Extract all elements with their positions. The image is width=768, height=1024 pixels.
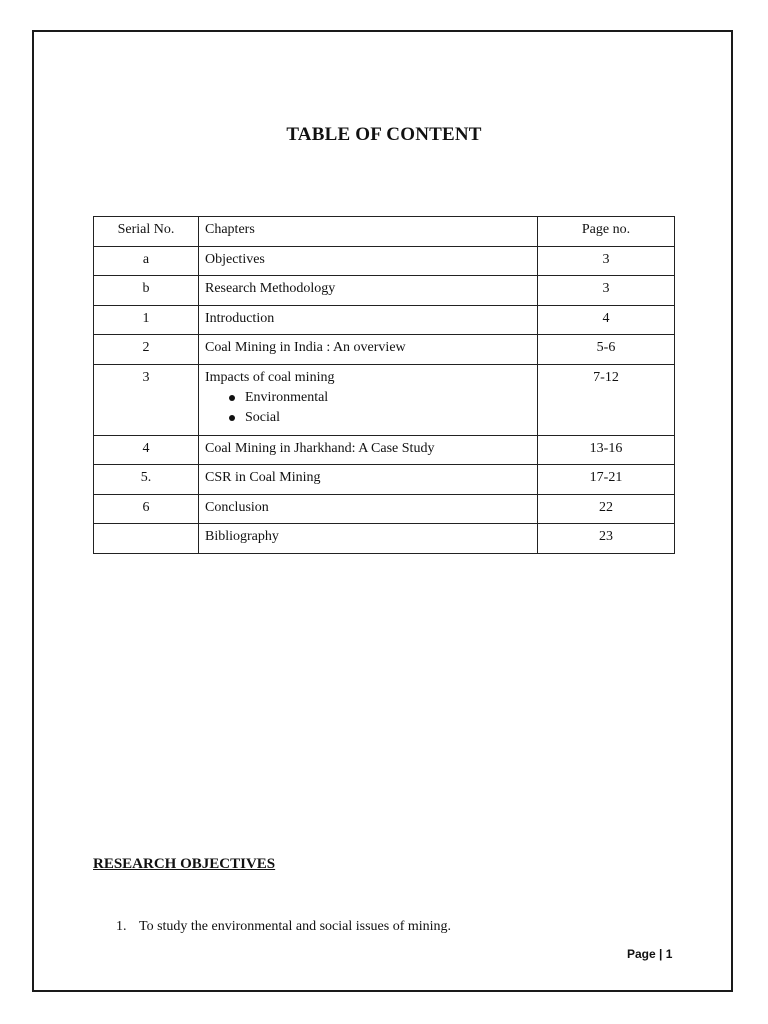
table-row — [94, 494, 675, 524]
table-header-row — [94, 217, 675, 247]
serial-cell: 4 — [94, 435, 199, 465]
chapter-cell: Coal Mining in Jharkhand: A Case Study — [199, 435, 538, 465]
chapter-cell: Introduction — [199, 305, 538, 335]
header-page: Page no. — [538, 217, 675, 247]
serial-cell: b — [94, 276, 199, 306]
document-title: TABLE OF CONTENT — [286, 124, 482, 145]
serial-cell: 5. — [94, 465, 199, 495]
page-cell: 13-16 — [538, 435, 675, 465]
serial-cell: a — [94, 246, 199, 276]
list-item: Social — [245, 408, 531, 428]
bullet-icon — [229, 415, 235, 421]
serial-cell: 3 — [94, 364, 199, 435]
table-row — [94, 524, 675, 554]
chapter-cell: Coal Mining in India : An overview — [199, 335, 538, 365]
table-row — [94, 335, 675, 365]
header-chapters: Chapters — [199, 217, 538, 247]
chapter-cell: Research Methodology — [199, 276, 538, 306]
page-cell: 7-12 — [538, 364, 675, 435]
page-cell: 3 — [538, 276, 675, 306]
chapter-cell: Bibliography — [199, 524, 538, 554]
page-cell: 22 — [538, 494, 675, 524]
page-cell: 5-6 — [538, 335, 675, 365]
chapter-cell: Objectives — [199, 246, 538, 276]
list-item-text: To study the environmental and social issues of mining. — [139, 919, 452, 934]
table-of-contents — [93, 216, 675, 554]
serial-cell: 2 — [94, 335, 199, 365]
chapter-cell: Conclusion — [199, 494, 538, 524]
table-row — [94, 364, 675, 435]
table-row — [94, 305, 675, 335]
table-row — [94, 465, 675, 495]
table-row — [94, 246, 675, 276]
list-item: Environmental — [245, 388, 531, 408]
chapter-cell: Impacts of coal mining Environmental Social — [199, 364, 538, 435]
serial-cell: 6 — [94, 494, 199, 524]
header-serial: Serial No. — [94, 217, 199, 247]
serial-cell: 1 — [94, 305, 199, 335]
list-item — [116, 919, 451, 935]
table-row — [94, 435, 675, 465]
page-cell: 17-21 — [538, 465, 675, 495]
page-cell: 3 — [538, 246, 675, 276]
page-cell: 23 — [538, 524, 675, 554]
page-number: Page | 1 — [627, 947, 673, 961]
table-row — [94, 276, 675, 306]
page-cell: 4 — [538, 305, 675, 335]
subitem-list — [205, 388, 531, 428]
serial-cell — [94, 524, 199, 554]
list-item-number: 1. — [116, 919, 127, 934]
research-objectives-heading: RESEARCH OBJECTIVES — [93, 856, 276, 872]
chapter-cell: CSR in Coal Mining — [199, 465, 538, 495]
bullet-icon — [229, 395, 235, 401]
